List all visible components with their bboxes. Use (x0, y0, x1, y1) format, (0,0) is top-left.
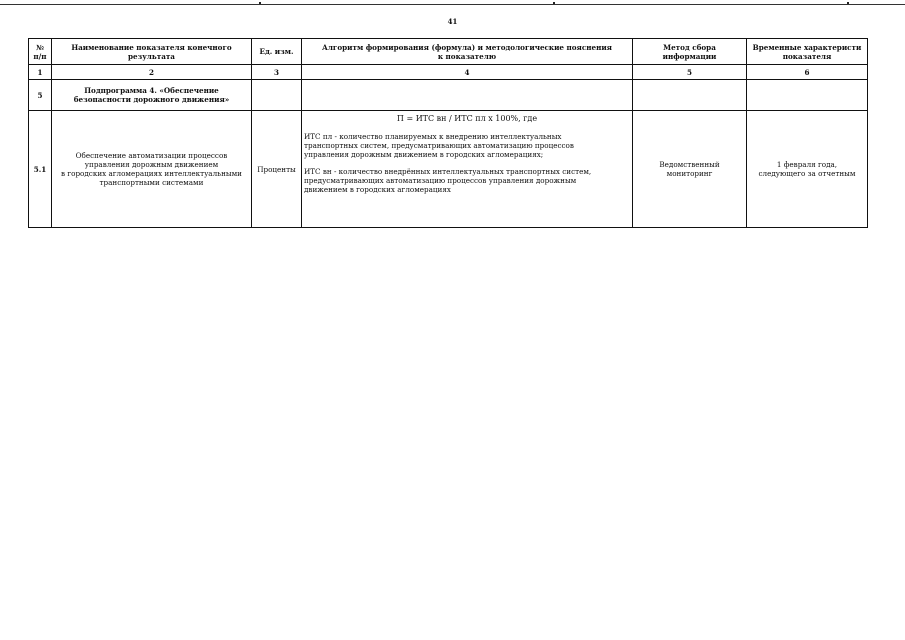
subprogram-number: 5 (29, 80, 52, 111)
indicator-row (29, 111, 868, 228)
top-scan-rule (0, 4, 905, 5)
header-cell-method: Метод сбора информации (633, 39, 747, 65)
scan-speck (553, 2, 555, 4)
subprogram-title-cell (52, 80, 252, 111)
column-number-cell: 3 (252, 65, 302, 80)
column-number-cell: 4 (302, 65, 633, 80)
subprogram-title: Подпрограмма 4. «Обеспечение безопасности дорожного движения» (73, 86, 230, 104)
indicator-algorithm-cell (302, 111, 633, 228)
formula-definition-implemented: ИТС вн - количество внедрённых интеллектуальных транспортных систем, предусматривающих автоматизацию процессов управления дорожным движением в городских агломерациях (304, 167, 592, 194)
indicators-table (28, 38, 868, 228)
empty-cell (633, 80, 747, 111)
header-cell-timing: Временные характеристи показателя (747, 39, 868, 65)
indicator-name-cell (52, 111, 252, 228)
indicator-number: 5.1 (29, 111, 52, 228)
indicator-method-cell (633, 111, 747, 228)
empty-cell (252, 80, 302, 111)
indicator-timing: 1 февраля года, следующего за отчетным (758, 160, 856, 178)
header-row (29, 39, 868, 65)
indicator-timing-cell (747, 111, 868, 228)
header-cell-number: № п/п (29, 39, 52, 65)
column-number-cell: 5 (633, 65, 747, 80)
header-cell-unit: Ед. изм. (252, 39, 302, 65)
scan-speck (259, 2, 261, 4)
header-cell-name: Наименование показателя конечного результата (52, 39, 252, 65)
indicator-name: Обеспечение автоматизации процессов управления дорожным движением в городских агломерациях интеллектуальными транспортными системами (61, 151, 242, 187)
empty-cell (302, 80, 633, 111)
column-number-row (29, 65, 868, 80)
indicator-method: Ведомственный мониторинг (659, 160, 720, 178)
indicator-formula: П = ИТС вн / ИТС пл х 100%, где (396, 114, 538, 123)
indicator-unit: Проценты (252, 111, 302, 228)
formula-definition-planned: ИТС пл - количество планируемых к внедрению интеллектуальных транспортных систем, предусматривающих автоматизацию процессов управления дорожным движением в городских агломерациях; (304, 132, 574, 159)
subprogram-row (29, 80, 868, 111)
page-number: 41 (447, 17, 458, 26)
header-cell-algorithm: Алгоритм формирования (формула) и методологические пояснения к показателю (302, 39, 633, 65)
column-number-cell: 1 (29, 65, 52, 80)
scan-speck (847, 2, 849, 4)
column-number-cell: 2 (52, 65, 252, 80)
column-number-cell: 6 (747, 65, 868, 80)
empty-cell (747, 80, 868, 111)
